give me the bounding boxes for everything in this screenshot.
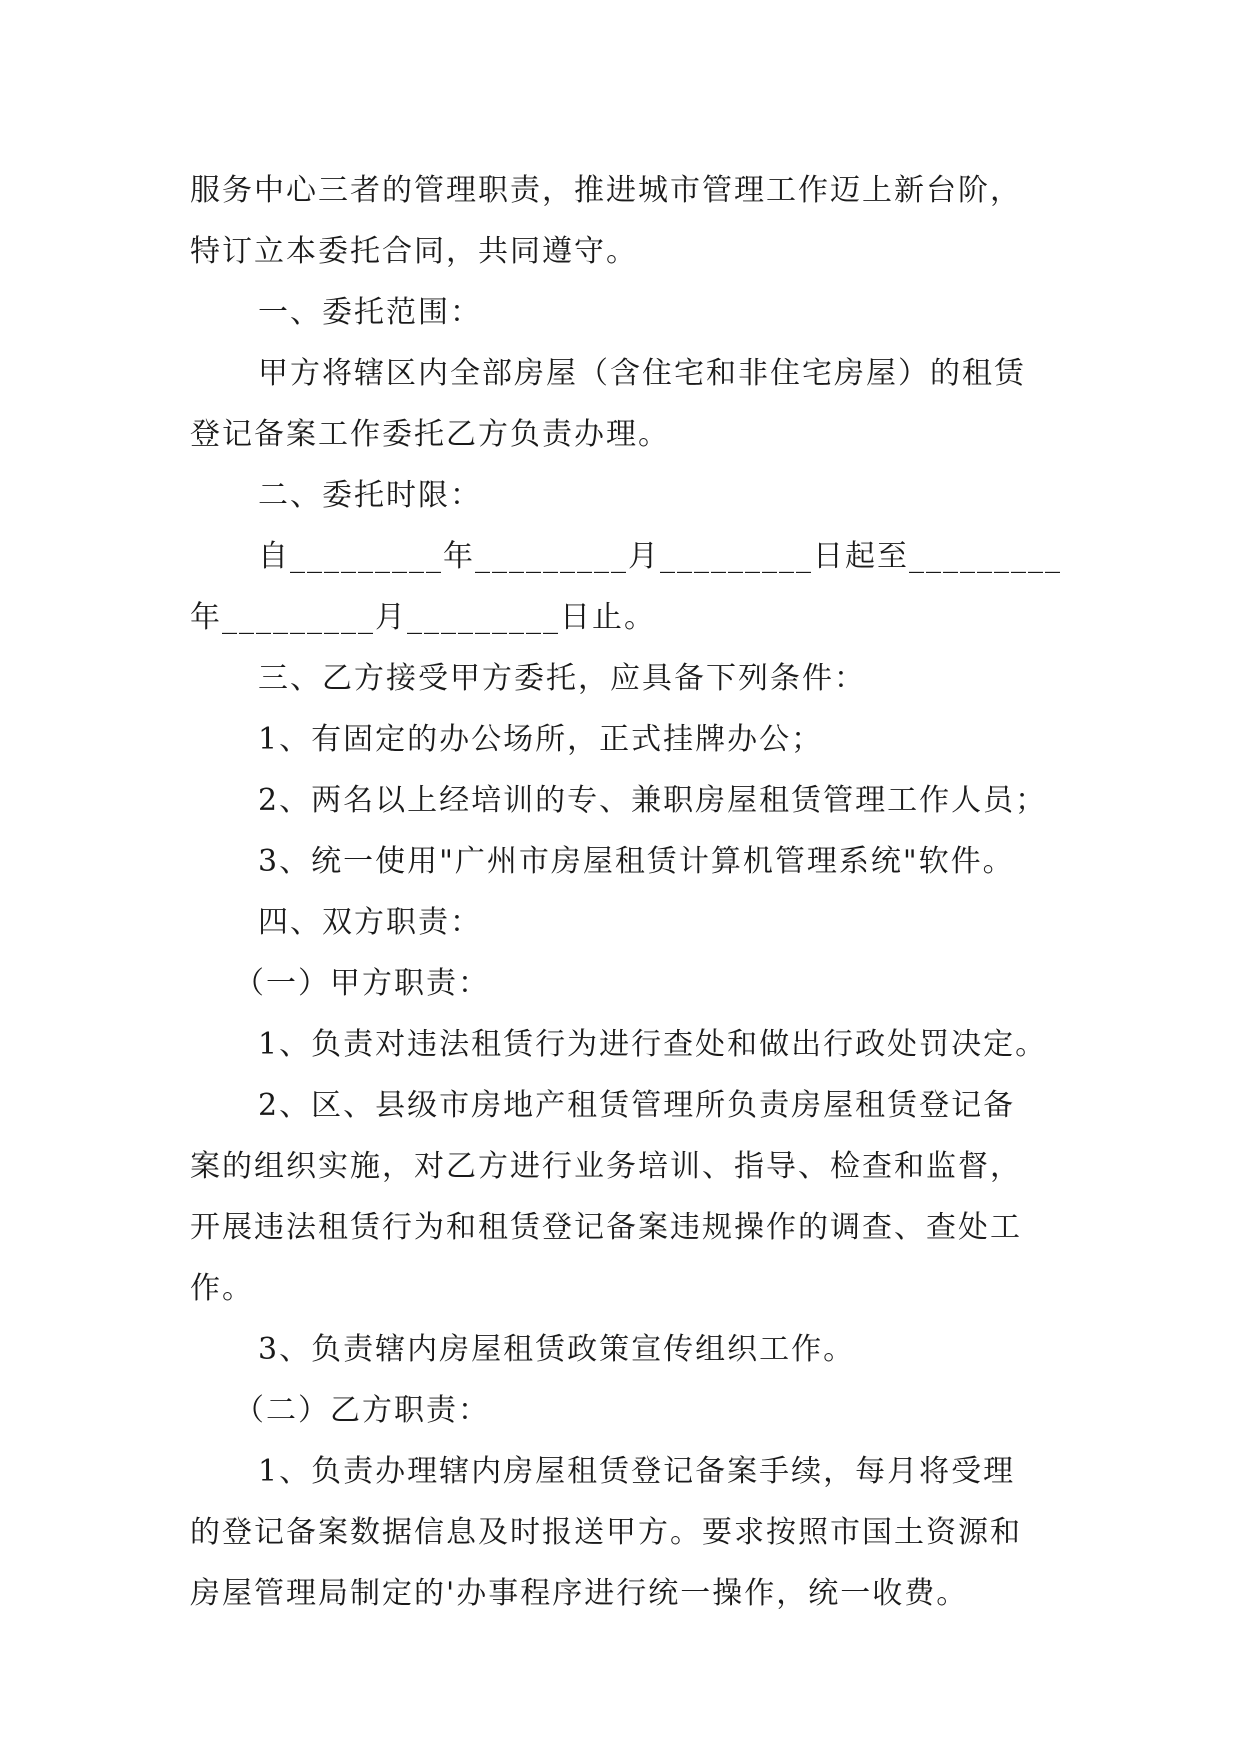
document-body xyxy=(190,160,1070,1624)
text-line: 房屋管理局制定的'办事程序进行统一操作，统一收费。 xyxy=(190,1576,969,1611)
text-line: 自_________年_________月_________日起至_________ xyxy=(258,539,1062,574)
text-line: 的登记备案数据信息及时报送甲方。要求按照市国土资源和 xyxy=(190,1515,1022,1550)
list-item: 3、统一使用"广州市房屋租赁计算机管理系统"软件。 xyxy=(258,844,1015,879)
text-line: 甲方将辖区内全部房屋（含住宅和非住宅房屋）的租赁 xyxy=(258,356,1026,391)
text-line: 服务中心三者的管理职责，推进城市管理工作迈上新台阶， xyxy=(190,173,1022,208)
subsection-heading-party-b: （二）乙方职责： xyxy=(234,1393,490,1428)
list-item: 3、负责辖内房屋租赁政策宣传组织工作。 xyxy=(258,1332,856,1367)
text-line: 作。 xyxy=(190,1271,254,1306)
section-heading-term: 二、委托时限： xyxy=(258,478,482,513)
list-item: 2、两名以上经培训的专、兼职房屋租赁管理工作人员； xyxy=(258,783,1048,818)
list-item: 1、负责对违法租赁行为进行查处和做出行政处罚决定。 xyxy=(258,1027,1048,1062)
text-line: 开展违法租赁行为和租赁登记备案违规操作的调查、查处工 xyxy=(190,1210,1022,1245)
text-line: 特订立本委托合同，共同遵守。 xyxy=(190,234,638,269)
text-line: 案的组织实施，对乙方进行业务培训、指导、检查和监督， xyxy=(190,1149,1022,1184)
section-heading-conditions: 三、乙方接受甲方委托，应具备下列条件： xyxy=(258,661,866,696)
section-heading-duties: 四、双方职责： xyxy=(258,905,482,940)
subsection-heading-party-a: （一）甲方职责： xyxy=(234,966,490,1001)
list-item: 1、负责办理辖内房屋租赁登记备案手续，每月将受理 xyxy=(258,1454,1016,1489)
list-item: 1、有固定的办公场所，正式挂牌办公； xyxy=(258,722,824,757)
list-item: 2、区、县级市房地产租赁管理所负责房屋租赁登记备 xyxy=(258,1088,1016,1123)
text-line: 登记备案工作委托乙方负责办理。 xyxy=(190,417,670,452)
text-line: 年_________月_________日止。 xyxy=(190,600,656,635)
section-heading-scope: 一、委托范围： xyxy=(258,295,482,330)
